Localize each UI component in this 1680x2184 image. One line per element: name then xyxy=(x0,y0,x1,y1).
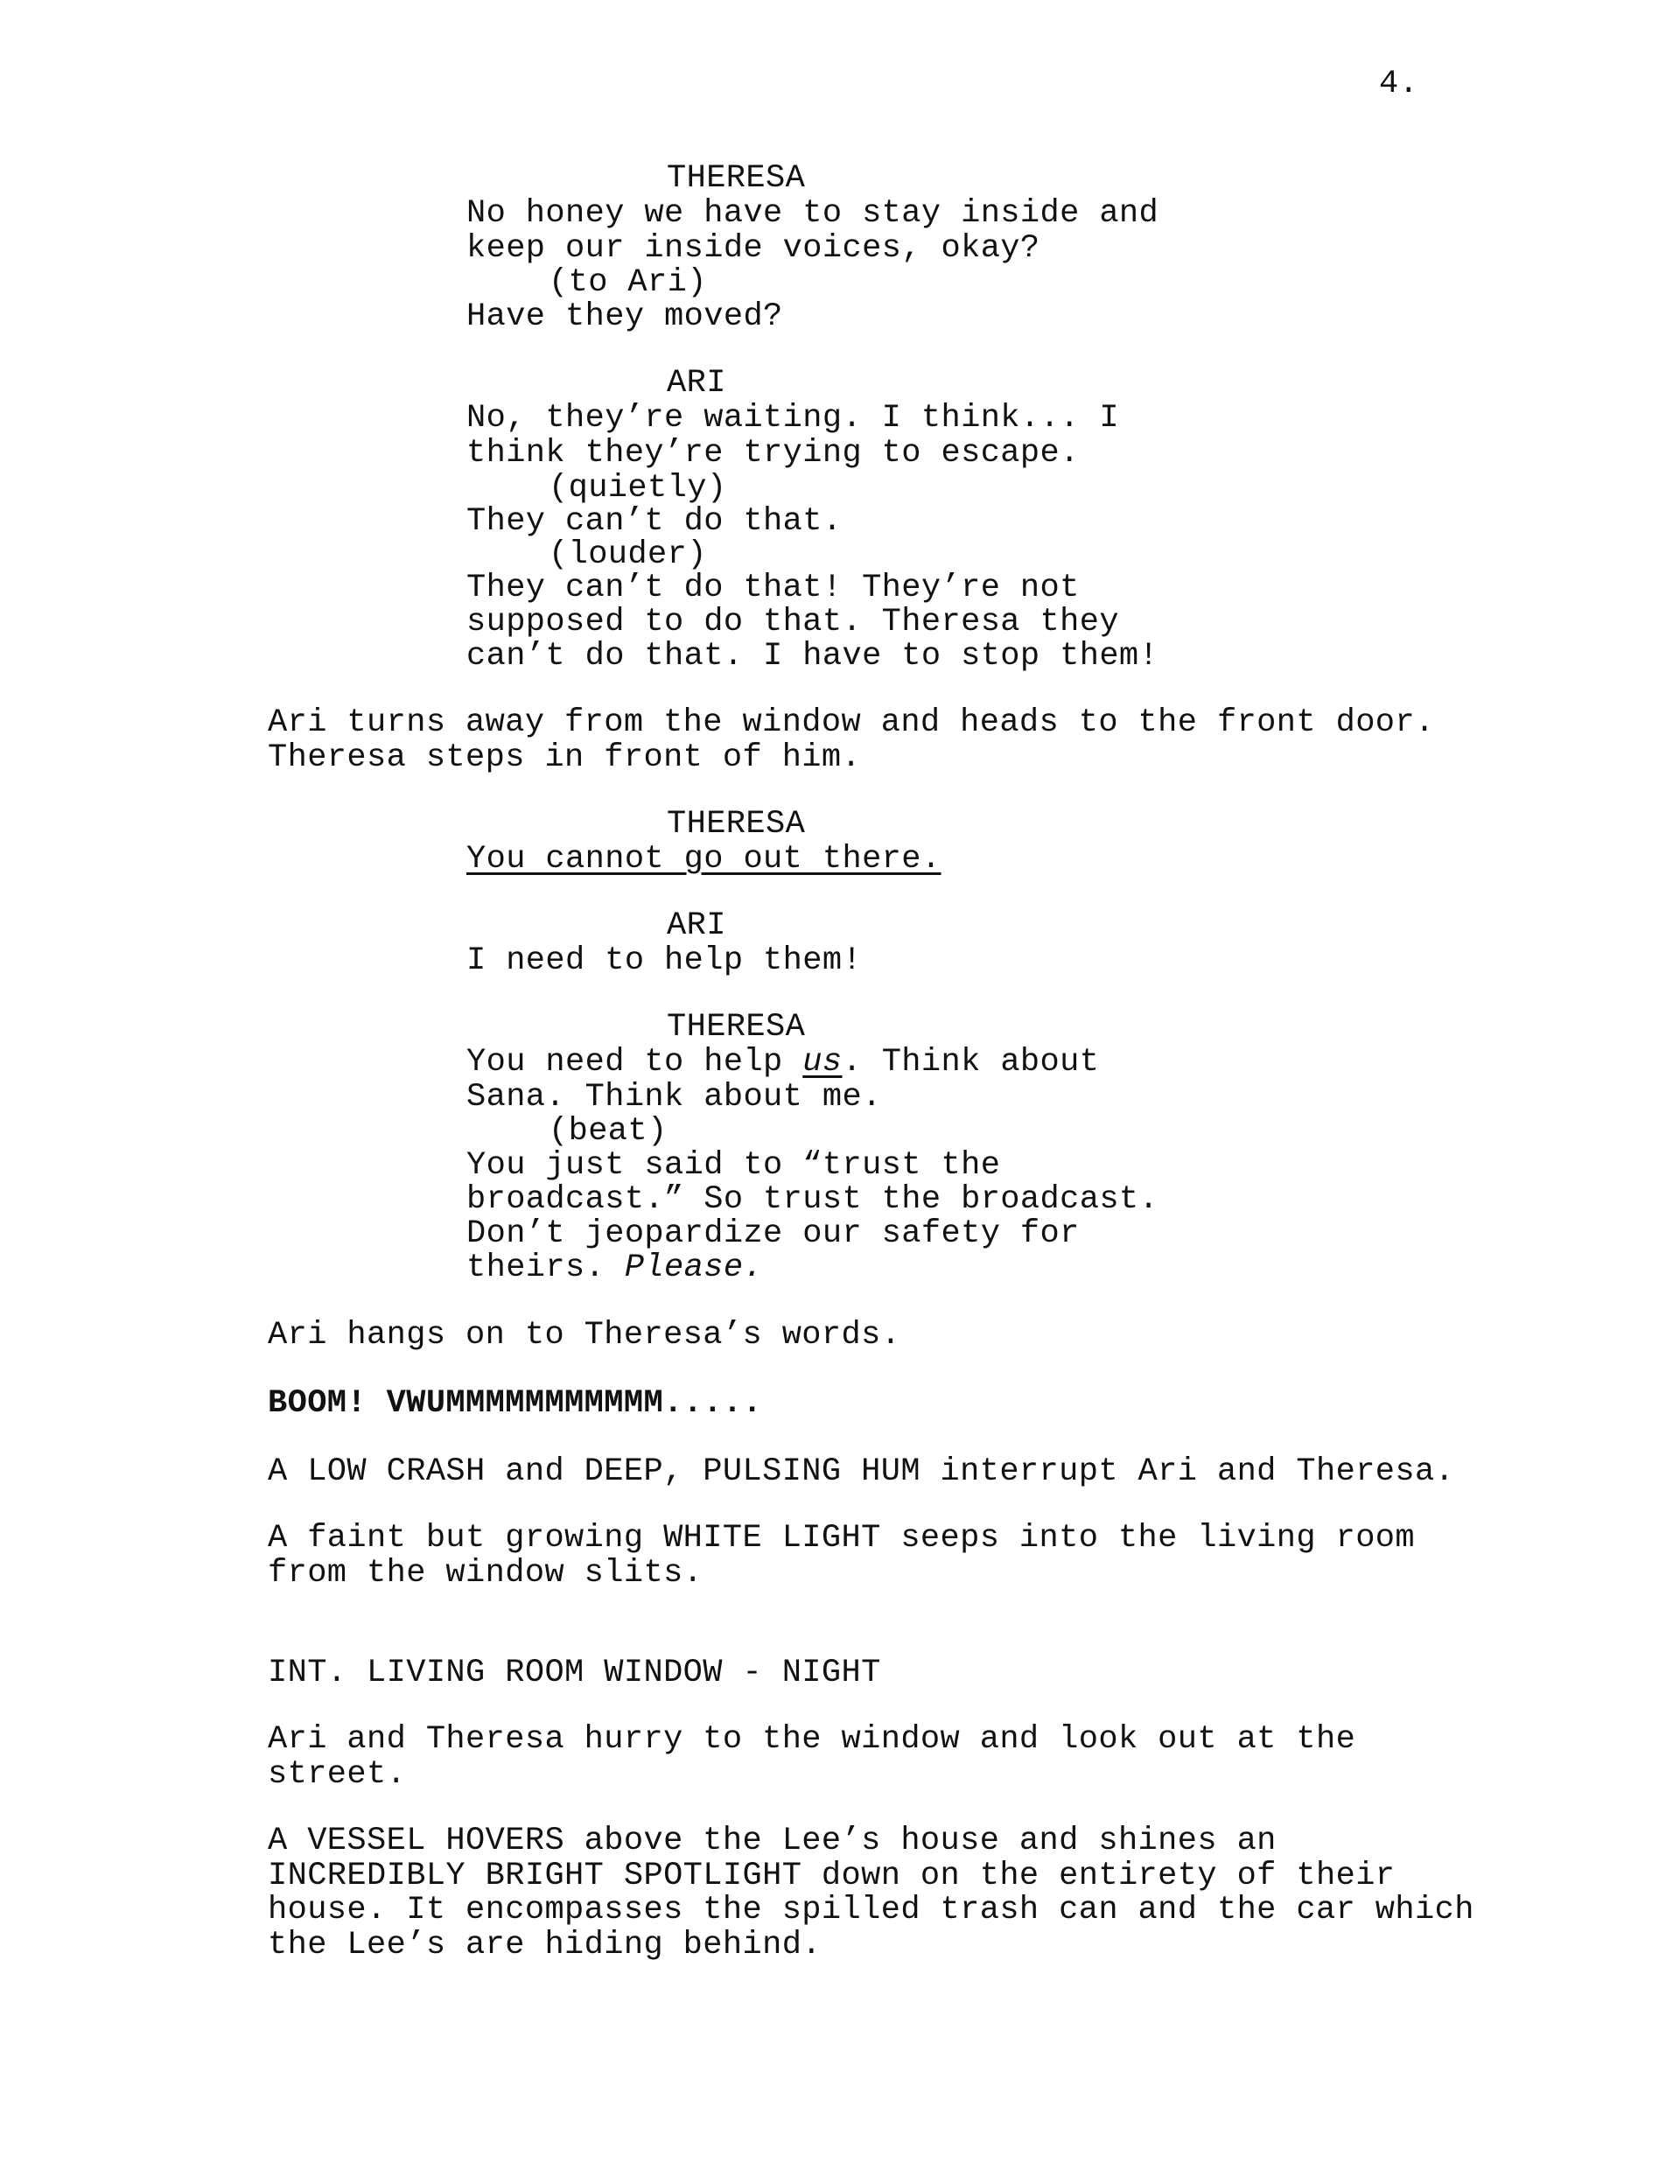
dialogue-line xyxy=(466,1045,1099,1080)
action-line: INCREDIBLY BRIGHT SPOTLIGHT down on the entirety of their xyxy=(268,1858,1396,1894)
action-line: Ari hangs on to Theresa’s words. xyxy=(268,1317,901,1354)
action-line: the Lee’s are hiding behind. xyxy=(268,1927,822,1964)
dialogue-line: supposed to do that. Theresa they xyxy=(466,604,1119,640)
dialogue-line: think they’re trying to escape. xyxy=(466,435,1080,472)
parenthetical: (beat) xyxy=(549,1113,668,1150)
dialogue-text: You need to help xyxy=(466,1044,803,1081)
dialogue-line: I need to help them! xyxy=(466,942,863,979)
action-line: A LOW CRASH and DEEP, PULSING HUM interrupt Ari and Theresa. xyxy=(268,1453,1455,1490)
action-line: Ari turns away from the window and heads to the front door. xyxy=(268,704,1435,741)
emphasis-text: us xyxy=(802,1044,843,1081)
character-cue: ARI xyxy=(667,907,726,944)
dialogue-line: Have they moved? xyxy=(466,298,783,335)
dialogue-line: can’t do that. I have to stop them! xyxy=(466,638,1159,675)
character-cue: THERESA xyxy=(667,806,806,843)
dialogue-line: broadcast.” So trust the broadcast. xyxy=(466,1181,1159,1218)
action-line: A VESSEL HOVERS above the Lee’s house and shines an xyxy=(268,1823,1277,1859)
dialogue-line: No honey we have to stay inside and xyxy=(466,195,1159,232)
dialogue-line: They can’t do that! They’re not xyxy=(466,570,1080,606)
emphasis-text: Please. xyxy=(624,1250,764,1286)
dialogue-line: No, they’re waiting. I think... I xyxy=(466,400,1119,437)
dialogue-text: theirs. xyxy=(466,1250,625,1286)
dialogue-line: You just said to “trust the xyxy=(466,1147,1001,1184)
action-line: Theresa steps in front of him. xyxy=(268,739,862,776)
character-cue: THERESA xyxy=(667,160,806,197)
dialogue-line: Don’t jeopardize our safety for xyxy=(466,1215,1080,1252)
dialogue-text: . Think about xyxy=(842,1044,1100,1081)
page-number: 4. xyxy=(1379,66,1419,102)
character-cue: THERESA xyxy=(667,1009,806,1046)
scene-heading: INT. LIVING ROOM WINDOW - NIGHT xyxy=(268,1655,881,1691)
action-line: house. It encompasses the spilled trash can and the car which xyxy=(268,1892,1474,1928)
action-line: from the window slits. xyxy=(268,1555,704,1592)
parenthetical: (louder) xyxy=(549,536,707,573)
dialogue-line: keep our inside voices, okay? xyxy=(466,230,1040,267)
action-line: A faint but growing WHITE LIGHT seeps into the living room xyxy=(268,1520,1416,1557)
parenthetical: (quietly) xyxy=(549,470,727,507)
action-line: street. xyxy=(268,1756,407,1793)
dialogue-line: They can’t do that. xyxy=(466,503,843,540)
character-cue: ARI xyxy=(667,365,726,402)
dialogue-line: Sana. Think about me. xyxy=(466,1079,882,1116)
dialogue-line: You cannot go out there. xyxy=(466,841,942,878)
sound-effect: BOOM! VWUMMMMMMMMMMM..... xyxy=(268,1385,763,1422)
dialogue-line xyxy=(466,1250,763,1285)
action-line: Ari and Theresa hurry to the window and look out at the xyxy=(268,1721,1356,1758)
parenthetical: (to Ari) xyxy=(549,264,707,301)
